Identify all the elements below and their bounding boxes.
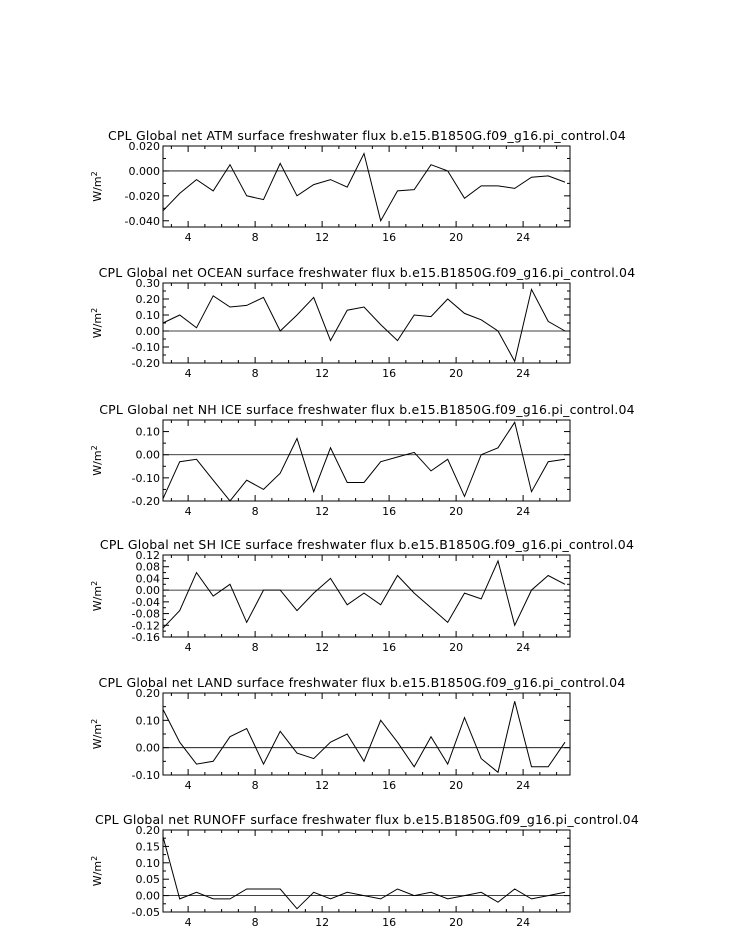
- series-line: [163, 289, 565, 361]
- y-tick-label: -0.12: [131, 619, 160, 633]
- x-tick-label: 16: [382, 916, 397, 929]
- y-tick-label: 0.10: [135, 425, 160, 439]
- y-tick-label: -0.05: [131, 906, 160, 919]
- y-tick-label: -0.10: [131, 769, 160, 782]
- chart-title: CPL Global net OCEAN surface freshwater flux b.e15.B1850G.f09_g16.pi_control.04: [98, 265, 636, 280]
- series-line: [163, 561, 565, 628]
- panel-1: [90, 128, 626, 244]
- plot-frame: [163, 146, 570, 227]
- y-tick-label: 0.00: [135, 584, 160, 598]
- y-tick-label: 0.10: [135, 309, 160, 322]
- x-tick-label: 4: [184, 641, 192, 654]
- y-axis-label-text: W/m: [91, 723, 104, 750]
- x-tick-label: 8: [251, 231, 259, 244]
- plot-frame: [163, 555, 570, 637]
- y-tick-label: 0.10: [135, 856, 160, 870]
- x-tick-label: 24: [516, 367, 531, 380]
- x-tick-label: 20: [449, 505, 464, 518]
- series-line: [163, 154, 565, 221]
- x-tick-label: 24: [516, 641, 531, 654]
- chart-title: CPL Global net RUNOFF surface freshwater flux b.e15.B1850G.f09_g16.pi_control.04: [95, 812, 639, 827]
- y-tick-label: 0.30: [135, 277, 160, 290]
- y-axis-label-text: W/m: [91, 176, 104, 202]
- y-tick-label: 0.10: [135, 714, 160, 728]
- y-axis-label-text: W/m: [91, 450, 104, 476]
- x-tick-label: 12: [315, 231, 330, 244]
- y-tick-label: -0.020: [124, 189, 160, 203]
- chart-title: CPL Global net SH ICE surface freshwater flux b.e15.B1850G.f09_g16.pi_control.04: [99, 537, 635, 552]
- y-tick-label: 0.20: [135, 293, 160, 306]
- y-axis-label-superscript: 2: [90, 171, 99, 177]
- y-tick-label: -0.10: [131, 471, 160, 485]
- series-line: [163, 837, 565, 909]
- y-axis-label: [90, 856, 104, 886]
- x-tick-label: 4: [184, 916, 192, 929]
- y-axis-label: [90, 445, 104, 475]
- y-axis-label-text: W/m: [91, 860, 104, 887]
- x-tick-label: 16: [382, 779, 397, 792]
- x-tick-label: 24: [516, 779, 531, 792]
- y-tick-label: 0.12: [135, 549, 160, 562]
- x-tick-label: 12: [315, 505, 330, 518]
- x-tick-label: 8: [251, 641, 259, 654]
- x-tick-label: 8: [251, 779, 259, 792]
- plot-frame: [163, 693, 570, 775]
- y-tick-label: 0.00: [135, 325, 160, 338]
- x-tick-label: 20: [449, 367, 464, 380]
- x-tick-label: 12: [315, 916, 330, 929]
- y-axis-label: [90, 308, 104, 338]
- y-tick-label: 0.020: [128, 140, 160, 153]
- y-axis-label-superscript: 2: [90, 580, 99, 586]
- panel-3: [90, 402, 635, 518]
- y-tick-label: -0.16: [131, 631, 160, 644]
- y-tick-label: 0.00: [135, 448, 160, 462]
- y-axis-label-superscript: 2: [90, 718, 99, 724]
- x-tick-label: 4: [184, 505, 192, 518]
- plot-frame: [163, 420, 570, 501]
- panel-6: [90, 812, 639, 929]
- y-tick-label: 0.00: [135, 889, 160, 903]
- y-tick-label: 0.20: [135, 687, 160, 700]
- chart-title: CPL Global net LAND surface freshwater flux b.e15.B1850G.f09_g16.pi_control.04: [98, 675, 626, 690]
- y-tick-label: -0.20: [131, 495, 160, 508]
- panel-5: [90, 675, 625, 792]
- y-tick-label: -0.10: [131, 341, 160, 354]
- x-tick-label: 20: [449, 231, 464, 244]
- x-tick-label: 16: [382, 505, 397, 518]
- y-tick-label: -0.04: [131, 595, 160, 609]
- y-tick-label: 0.08: [135, 560, 160, 574]
- x-tick-label: 16: [382, 231, 397, 244]
- x-tick-label: 8: [251, 916, 259, 929]
- y-tick-label: 0.05: [135, 873, 160, 887]
- x-tick-label: 4: [184, 231, 192, 244]
- x-tick-label: 16: [382, 367, 397, 380]
- y-tick-label: -0.20: [131, 357, 160, 370]
- y-axis-label-superscript: 2: [90, 307, 99, 313]
- y-tick-label: 0.15: [135, 840, 160, 854]
- x-tick-label: 12: [315, 779, 330, 792]
- y-tick-label: -0.040: [124, 214, 160, 228]
- x-tick-label: 24: [516, 231, 531, 244]
- series-line: [163, 701, 565, 772]
- y-tick-label: 0.000: [128, 164, 160, 178]
- plot-frame: [163, 830, 570, 912]
- x-tick-label: 20: [449, 779, 464, 792]
- chart-title: CPL Global net ATM surface freshwater flux b.e15.B1850G.f09_g16.pi_control.04: [108, 128, 626, 143]
- x-tick-label: 16: [382, 641, 397, 654]
- y-axis-label: [90, 171, 104, 201]
- x-tick-label: 20: [449, 641, 464, 654]
- series-line: [163, 422, 565, 501]
- y-axis-label-text: W/m: [91, 585, 104, 612]
- x-tick-label: 12: [315, 367, 330, 380]
- x-tick-label: 20: [449, 916, 464, 929]
- x-tick-label: 4: [184, 779, 192, 792]
- y-axis-label: [90, 581, 104, 611]
- y-tick-label: 0.20: [135, 824, 160, 837]
- x-tick-label: 4: [184, 367, 192, 380]
- y-tick-label: 0.04: [135, 572, 160, 586]
- x-tick-label: 12: [315, 641, 330, 654]
- chart-title: CPL Global net NH ICE surface freshwater flux b.e15.B1850G.f09_g16.pi_control.04: [99, 402, 635, 417]
- y-axis-label: [90, 719, 104, 749]
- y-axis-label-superscript: 2: [90, 445, 99, 451]
- y-axis-label-text: W/m: [91, 312, 104, 339]
- panel-4: [90, 537, 634, 654]
- x-tick-label: 24: [516, 916, 531, 929]
- panel-2: [90, 265, 635, 380]
- y-tick-label: 0.00: [135, 741, 160, 755]
- x-tick-label: 8: [251, 367, 259, 380]
- x-tick-label: 8: [251, 505, 259, 518]
- y-axis-label-superscript: 2: [90, 855, 99, 861]
- x-tick-label: 24: [516, 505, 531, 518]
- y-tick-label: -0.08: [131, 607, 160, 621]
